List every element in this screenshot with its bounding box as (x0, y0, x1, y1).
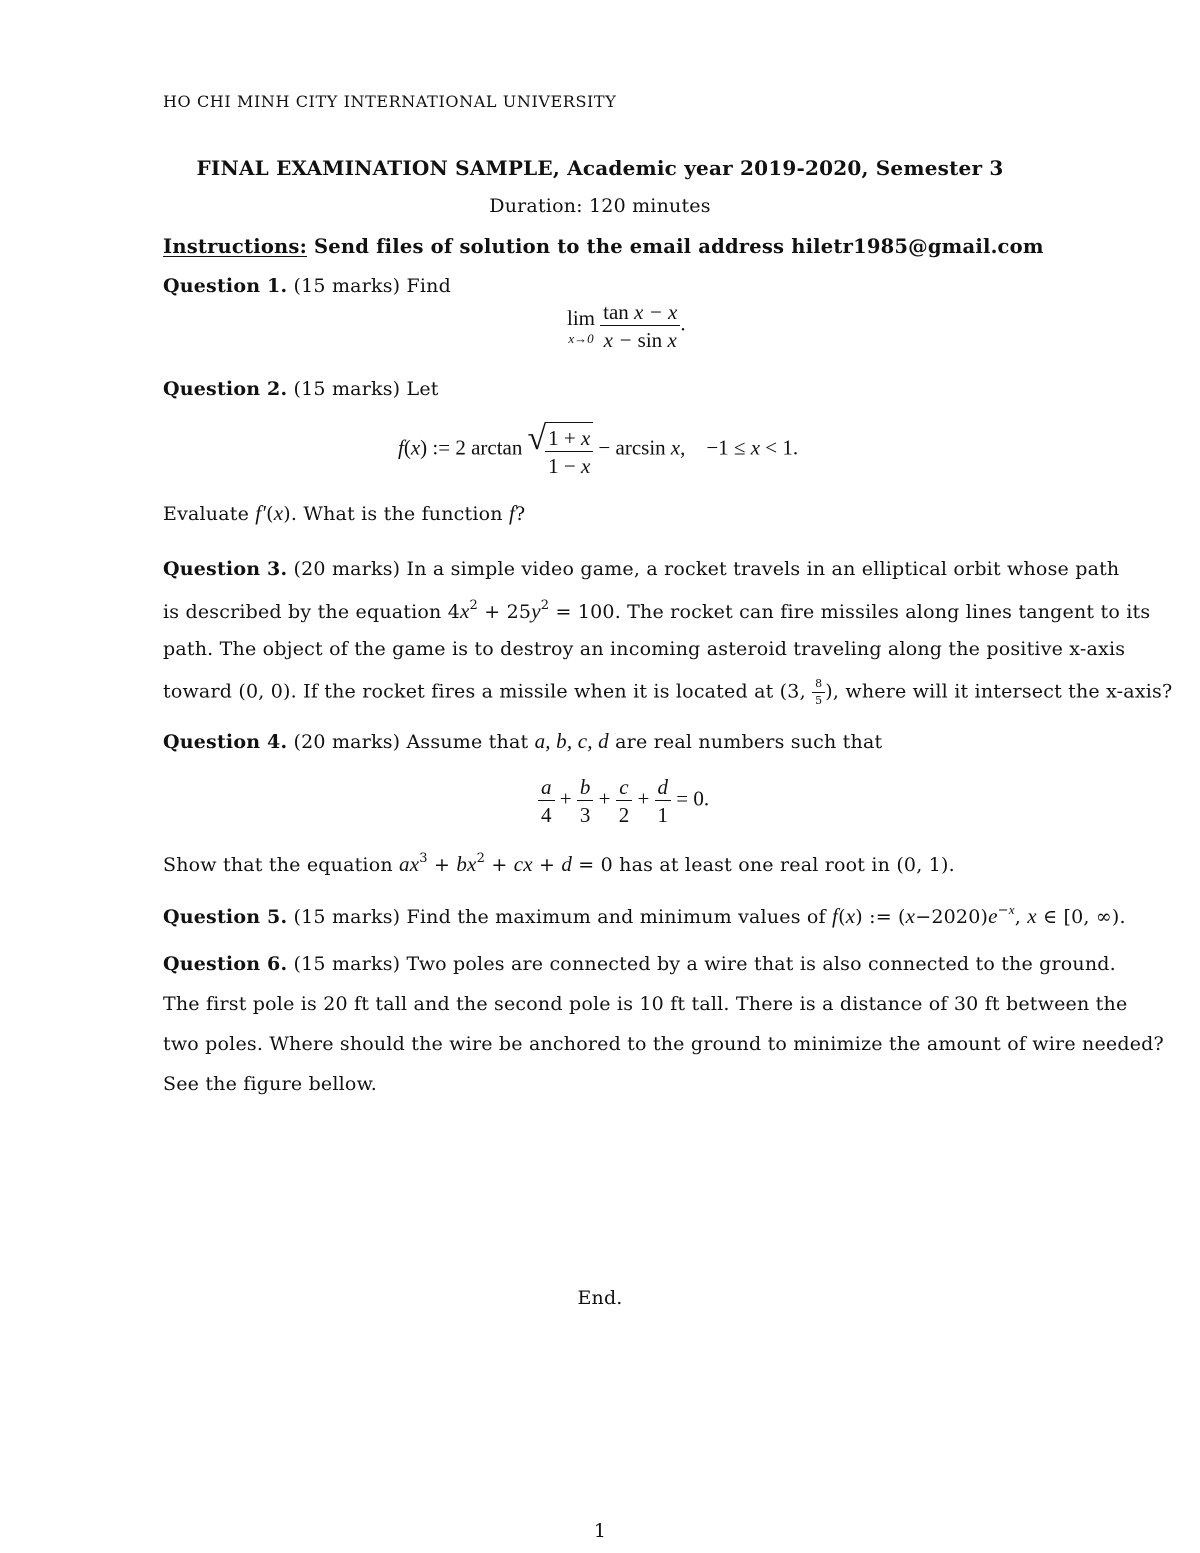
q3-line-1 (163, 558, 1120, 580)
q3-line-4: toward (0, 0). If the rocket fires a missile when it is located at (3, $\frac{8}{5}$ ), where will it intersect the x-axis? (163, 677, 1173, 707)
question-label: Question 6. (163, 953, 288, 975)
instructions (163, 235, 1044, 258)
q6-line-1 (163, 953, 1116, 975)
question-text: In a simple video game, a rocket travels in an elliptical orbit whose path (406, 558, 1120, 580)
question-text: Assume that a, b, c, d are real numbers such that (406, 729, 883, 753)
q6-line-2: The first pole is 20 ft tall and the second pole is 10 ft tall. There is a distance of 30 ft between the (163, 993, 1128, 1015)
question-text: Find (406, 275, 451, 297)
question-4 (163, 729, 882, 754)
q4-equation: $\frac{a}{4}$ + $\frac{b}{3}$ + $\frac{c}{2}$ + $\frac{d}{1}$ = 0. (538, 775, 709, 827)
question-label: Question 3. (163, 558, 288, 580)
question-5 (163, 902, 1126, 929)
question-marks: (15 marks) (293, 275, 401, 297)
question-label: Question 1. (163, 275, 288, 297)
q6-line-3: two poles. Where should the wire be anchored to the ground to minimize the amount of wire needed? (163, 1033, 1164, 1055)
end-marker: End. (577, 1287, 623, 1309)
question-label: Question 4. (163, 731, 288, 753)
instructions-text: Send files of solution to the email address hiletr1985@gmail.com (314, 235, 1044, 258)
question-text: Find the maximum and minimum values of f(x) := $(x-2020)e^{-x}$, x ∈ [0, ∞). (406, 902, 1126, 928)
q6-line-4: See the figure bellow. (163, 1073, 378, 1095)
page-number: 1 (593, 1520, 607, 1542)
q4-task: Show that the equation $ax^3 + bx^2$ + cx + d = 0 has at least one real root in (0, 1). (163, 851, 955, 876)
question-marks: (20 marks) (293, 731, 401, 753)
q2-function-definition: f(x) := 2 arctan √ $\frac{1 + x}{1 - x}$ − arcsin x, −1 ≤ x < 1. (398, 420, 799, 479)
question-label: Question 5. (163, 906, 288, 928)
question-2 (163, 378, 439, 400)
question-marks: (15 marks) (293, 953, 401, 975)
question-1 (163, 275, 451, 297)
university-name: HO CHI MINH CITY INTERNATIONAL UNIVERSITY (163, 92, 617, 111)
q1-limit-formula: lim x→0 $\frac{\text{tan x − x}}{\text{x − sin x}}$ . (567, 300, 686, 353)
instructions-label: Instructions: (163, 235, 307, 258)
question-label: Question 2. (163, 378, 288, 400)
exam-title: FINAL EXAMINATION SAMPLE, Academic year 2019-2020, Semester 3 (196, 156, 1004, 180)
q3-line-2: is described by the equation $4x^2 + 25y^2 = 100$. The rocket can fire missiles along lines tangent to its (163, 598, 1151, 623)
q3-line-3: path. The object of the game is to destroy an incoming asteroid traveling along the positive x-axis (163, 638, 1126, 660)
question-marks: (15 marks) (293, 378, 401, 400)
exam-duration: Duration: 120 minutes (489, 195, 711, 217)
question-marks: (20 marks) (293, 558, 401, 580)
question-text: Two poles are connected by a wire that is also connected to the ground. (406, 953, 1116, 975)
q2-task: Evaluate f′(x). What is the function f? (163, 501, 526, 525)
question-marks: (15 marks) (293, 906, 401, 928)
question-text: Let (406, 378, 439, 400)
